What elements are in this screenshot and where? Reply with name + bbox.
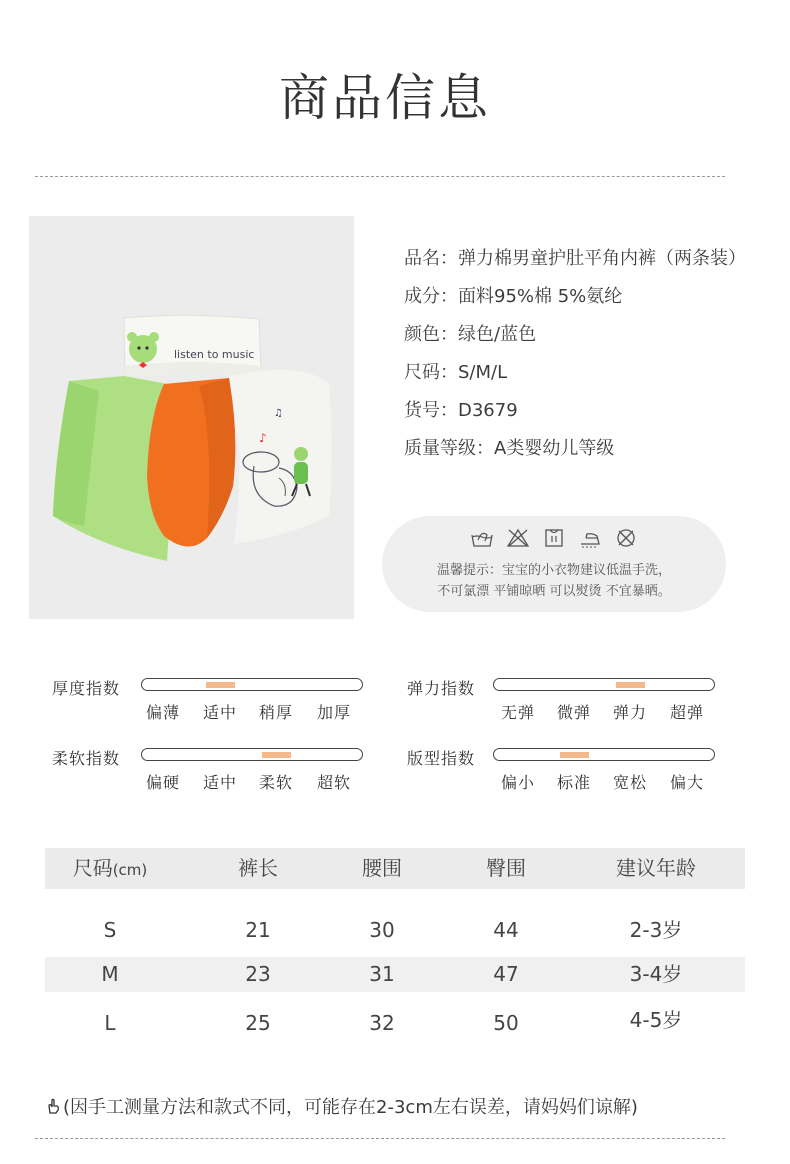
care-tips bbox=[382, 516, 726, 612]
index-option: 弹力 bbox=[613, 703, 648, 722]
table-cell: 32 bbox=[369, 1011, 395, 1035]
index-option: 偏大 bbox=[670, 773, 705, 792]
divider-bottom bbox=[35, 1138, 725, 1139]
index-option: 微弹 bbox=[557, 703, 592, 722]
header-cell-age: 建议年龄 bbox=[616, 856, 696, 880]
size-table bbox=[45, 848, 745, 1040]
divider-top bbox=[35, 176, 725, 177]
info-sku: 货号：D3679 bbox=[404, 400, 518, 421]
index-track bbox=[493, 678, 715, 691]
index-option: 加厚 bbox=[317, 703, 352, 722]
index-marker bbox=[560, 752, 589, 758]
svg-text:listen to music: listen to music bbox=[174, 348, 255, 361]
table-row bbox=[45, 957, 745, 992]
info-material: 成分：面料95%棉 5%氨纶 bbox=[404, 286, 623, 307]
care-line-1: 温馨提示：宝宝的小衣物建议低温手洗， bbox=[436, 563, 671, 578]
index-option: 无弹 bbox=[501, 703, 536, 722]
header-cell-length: 裤长 bbox=[238, 856, 278, 880]
table-cell: 44 bbox=[493, 918, 519, 942]
index-track bbox=[141, 748, 363, 761]
no-tumble-dry-icon bbox=[614, 526, 638, 550]
table-cell: 47 bbox=[493, 962, 519, 986]
table-cell: 25 bbox=[245, 1011, 271, 1035]
hand-icon bbox=[45, 1097, 63, 1115]
index-marker bbox=[616, 682, 645, 688]
index-marker bbox=[262, 752, 291, 758]
index-track bbox=[141, 678, 363, 691]
table-cell: 3-4岁 bbox=[629, 962, 683, 986]
index-label: 柔软指数 bbox=[52, 749, 121, 768]
table-cell: S bbox=[103, 918, 117, 942]
table-cell: 4-5岁 bbox=[629, 1008, 683, 1032]
index-label: 弹力指数 bbox=[407, 679, 476, 698]
table-cell: 30 bbox=[369, 918, 395, 942]
table-row bbox=[45, 992, 745, 1040]
index-option: 宽松 bbox=[613, 773, 648, 792]
header-cell-hip: 臀围 bbox=[486, 856, 526, 880]
iron-low-icon bbox=[578, 526, 602, 550]
shorts-illustration bbox=[29, 216, 354, 619]
index-label: 版型指数 bbox=[407, 749, 476, 768]
index-option: 偏小 bbox=[501, 773, 536, 792]
table-row bbox=[45, 915, 745, 957]
info-size: 尺码：S/M/L bbox=[404, 362, 508, 383]
svg-text:♪: ♪ bbox=[259, 431, 267, 445]
product-photo bbox=[29, 216, 354, 619]
index-option: 超软 bbox=[317, 773, 352, 792]
svg-text:♫: ♫ bbox=[274, 408, 283, 419]
no-bleach-icon bbox=[506, 526, 530, 550]
header-cell-waist: 腰围 bbox=[362, 856, 402, 880]
index-option: 柔软 bbox=[259, 773, 294, 792]
care-line-2: 不可氯漂 平铺晾晒 可以熨烫 不宜暴晒。 bbox=[437, 584, 671, 599]
index-option: 超弹 bbox=[670, 703, 705, 722]
info-color: 颜色：绿色/蓝色 bbox=[404, 324, 537, 345]
table-cell: 50 bbox=[493, 1011, 519, 1035]
index-label: 厚度指数 bbox=[52, 679, 121, 698]
index-option: 偏薄 bbox=[146, 703, 181, 722]
product-info bbox=[404, 240, 746, 468]
flat-dry-icon bbox=[542, 526, 566, 550]
index-marker bbox=[206, 682, 235, 688]
table-cell: 21 bbox=[245, 918, 271, 942]
index-track bbox=[493, 748, 715, 761]
table-cell: 2-3岁 bbox=[629, 918, 683, 942]
index-option: 适中 bbox=[203, 773, 238, 792]
table-cell: L bbox=[104, 1011, 116, 1035]
index-option: 适中 bbox=[203, 703, 238, 722]
table-cell: 31 bbox=[369, 962, 395, 986]
size-table-header bbox=[45, 848, 745, 889]
index-option: 标准 bbox=[557, 773, 592, 792]
index-option: 偏硬 bbox=[146, 773, 181, 792]
note-text: (因手工测量方法和款式不同，可能存在2-3cm左右误差，请妈妈们谅解) bbox=[63, 1097, 638, 1118]
info-grade: 质量等级：A类婴幼儿等级 bbox=[404, 438, 615, 459]
header-cell-size: 尺码(cm) bbox=[72, 856, 148, 880]
table-cell: M bbox=[101, 962, 119, 986]
care-icons bbox=[382, 526, 726, 550]
table-cell: 23 bbox=[245, 962, 271, 986]
care-text bbox=[382, 560, 726, 602]
measurement-note bbox=[45, 1093, 638, 1119]
hand-wash-icon bbox=[470, 526, 494, 550]
info-name: 品名：弹力棉男童护肚平角内裤（两条装） bbox=[404, 248, 746, 269]
page-title: 商品信息 bbox=[279, 69, 491, 127]
index-option: 稍厚 bbox=[259, 703, 294, 722]
